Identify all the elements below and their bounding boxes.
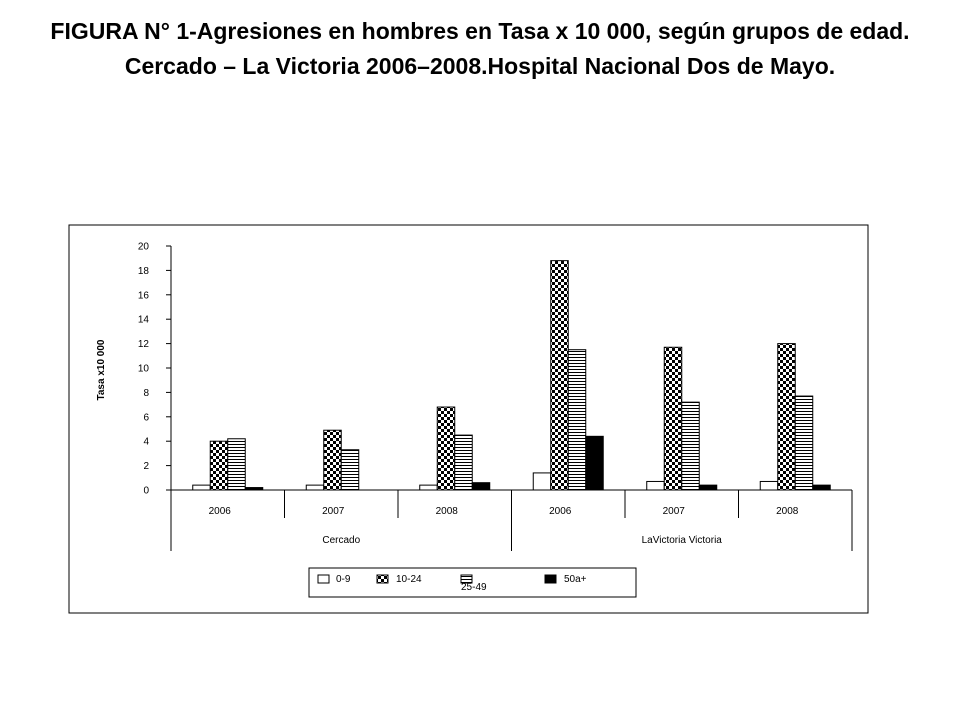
- y-tick-label: 18: [137, 265, 149, 277]
- y-tick-label: 8: [143, 387, 149, 399]
- y-tick-label: 16: [137, 290, 149, 302]
- chart-frame: [69, 225, 868, 613]
- y-tick-label: 12: [137, 339, 149, 351]
- group-label: Cercado: [322, 535, 361, 546]
- legend-label: 25-49: [461, 582, 487, 593]
- bar-0-9-3: [533, 473, 551, 490]
- chart-title: FIGURA N° 1-Agresiones en hombres en Tasa x 10 000, según grupos de edad. Cercado – La Victoria 2006–2008.Hospital Nacional Dos de Mayo.: [50, 18, 910, 79]
- bar-0-9-4: [647, 481, 665, 490]
- legend-label: 0-9: [336, 574, 351, 585]
- bar-25-49-1: [341, 450, 359, 490]
- legend-swatch: [318, 575, 329, 583]
- bar-10-24-3: [551, 261, 569, 490]
- group-label: LaVictoria Victoria: [641, 535, 722, 546]
- bar-25-49-3: [568, 350, 586, 490]
- bar-50a--5: [813, 485, 831, 490]
- y-tick-label: 2: [143, 461, 149, 473]
- x-tick-label: 2007: [322, 506, 345, 517]
- y-tick-label: 14: [137, 314, 149, 326]
- y-tick-label: 0: [143, 485, 149, 497]
- bar-10-24-0: [210, 441, 228, 490]
- bar-10-24-2: [437, 407, 455, 490]
- bar-25-49-2: [455, 435, 473, 490]
- bar-10-24-1: [324, 430, 342, 490]
- bar-25-49-5: [795, 396, 813, 490]
- legend-label: 50a+: [564, 574, 587, 585]
- bar-50a--2: [472, 483, 490, 490]
- bar-0-9-2: [420, 485, 438, 490]
- bar-0-9-5: [760, 481, 778, 490]
- bar-25-49-4: [682, 402, 700, 490]
- x-tick-label: 2006: [208, 506, 231, 517]
- y-axis-label: Tasa x10 000: [96, 339, 107, 401]
- legend-swatch: [545, 575, 556, 583]
- bar-50a--4: [699, 485, 717, 490]
- y-tick-label: 6: [143, 412, 149, 424]
- bar-10-24-5: [778, 344, 796, 490]
- bar-50a--3: [586, 436, 604, 490]
- x-tick-label: 2006: [549, 506, 572, 517]
- legend-label: 10-24: [396, 574, 422, 585]
- x-tick-label: 2008: [776, 506, 799, 517]
- bar-0-9-0: [193, 485, 211, 490]
- bar-25-49-0: [228, 439, 246, 490]
- bar-10-24-4: [664, 347, 682, 490]
- y-tick-label: 10: [137, 363, 149, 375]
- legend-swatch: [377, 575, 388, 583]
- x-tick-label: 2007: [662, 506, 685, 517]
- y-tick-label: 4: [143, 436, 149, 448]
- bar-0-9-1: [306, 485, 324, 490]
- legend: [309, 568, 636, 597]
- y-tick-label: 20: [137, 241, 149, 253]
- x-tick-label: 2008: [435, 506, 458, 517]
